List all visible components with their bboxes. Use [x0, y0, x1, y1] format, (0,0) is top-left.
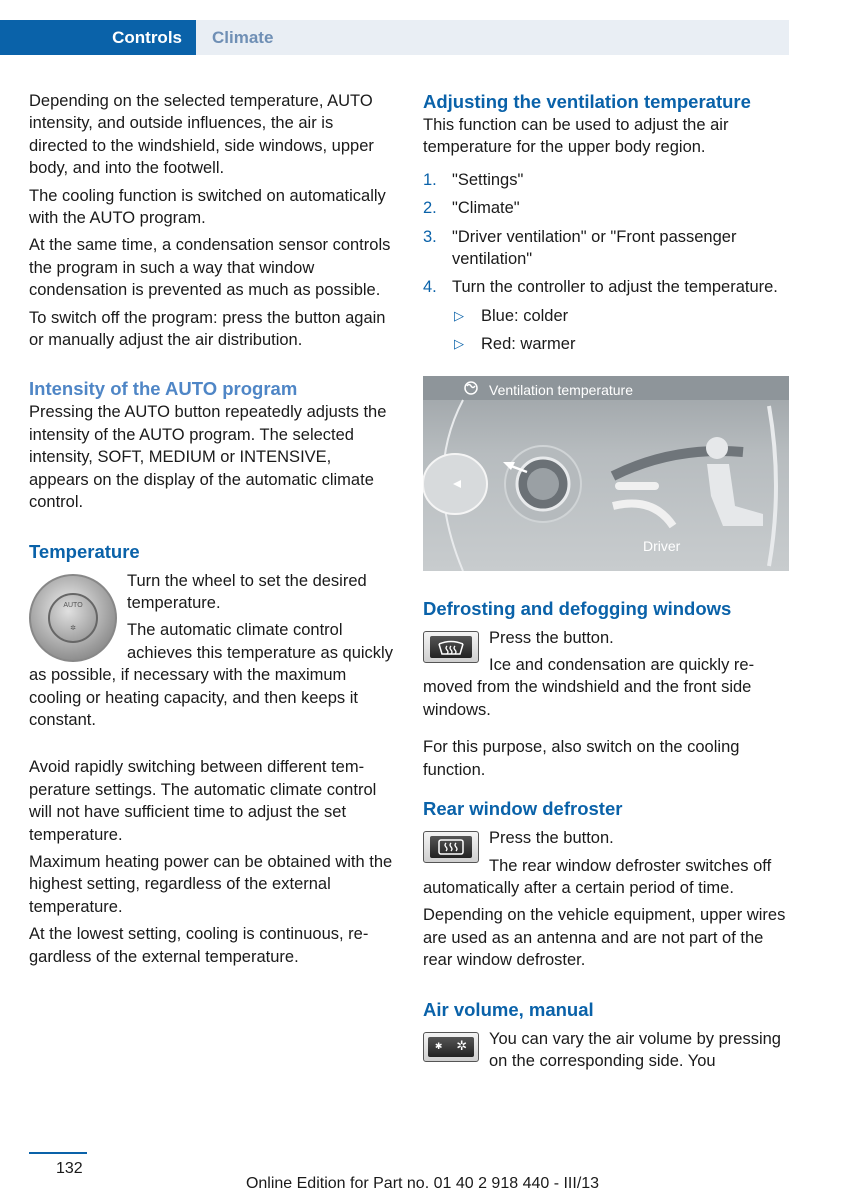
header-section-tab[interactable]: [0, 20, 196, 55]
fan-low-icon: ✱: [434, 1041, 443, 1052]
temperature-text-5: At the lowest setting, cooling is continuous, regardless of the external temperature.: [29, 925, 369, 966]
rear-defroster-text-2: The rear window defroster switches off automatically after a certain period of time.: [423, 856, 772, 897]
auto-intensity-text: Pressing the AUTO button repeatedly adjusts the intensity of the AUTO program. The selected intensity, SOFT, MEDIUM or INTENSIVE, appears on the display of the automatic climate control.: [29, 403, 387, 512]
temperature-heading: Temperature: [29, 540, 140, 562]
screen-driver-label: Driver: [643, 537, 681, 554]
defrost-text-3: For this purpose, also switch on the cooling function.: [423, 738, 740, 779]
defrost-button-icon: [423, 631, 479, 663]
ventilation-heading: Adjusting the ventilation temperature: [423, 91, 751, 112]
list-item: 3. "Driver ventilation" or "Front passenger ventilation": [423, 227, 737, 269]
intro-paragraph: At the same time, a condensation sensor controls the program in such a way that window condensation is prevented as much as possible.: [29, 236, 391, 300]
intro-paragraph: To switch off the program: press the button again or manually adjust the air distribution.: [29, 308, 386, 350]
steps-list: [423, 169, 789, 299]
air-volume-text: You can vary the air volume by pressing on the corresponding side. You: [489, 1029, 781, 1070]
left-column: [29, 90, 395, 973]
screen-title: Ventilation temperature: [489, 381, 633, 398]
page-number: 132: [56, 1160, 83, 1177]
rear-defroster-heading: Rear window defroster: [423, 798, 623, 820]
list-item: ▷ Red: warmer: [452, 333, 789, 355]
defrost-text-2: Ice and condensation are quickly removed from the windshield and the front side windows.: [423, 656, 755, 719]
list-item: 1. "Settings": [423, 170, 524, 189]
fan-high-icon: ✲: [456, 1038, 468, 1054]
temperature-text-2: The automatic climate control achieves this temperature as quickly as possible, if necessary with the maximum cooling or heating capacity, and then keeps it constant.: [29, 621, 393, 729]
right-column: [423, 90, 789, 1077]
defrost-text-1: Press the button.: [489, 628, 614, 647]
temperature-text-1: Turn the wheel to set the desired temperature.: [127, 571, 367, 612]
temperature-dial-icon: [29, 574, 117, 662]
screen-graphic: [423, 376, 789, 571]
dial-auto-label: AUTO: [63, 602, 83, 610]
air-volume-button-icon: [423, 1032, 479, 1062]
temperature-text-4: Maximum heating power can be obtained with the highest setting, regardless of the external temperature.: [29, 852, 393, 916]
windshield-defrost-icon: [436, 638, 466, 656]
header-section-label: Controls: [112, 28, 182, 47]
rear-defroster-text-1: Press the button.: [489, 829, 614, 848]
color-bullets: [452, 305, 789, 356]
fan-glyph-icon: ✲: [70, 624, 76, 632]
ventilation-text: This function can be used to adjust the air temperature for the upper body region.: [423, 116, 729, 157]
triangle-bullet-icon: ▷: [454, 336, 464, 352]
rear-defroster-text-3: Depending on the vehicle equipment, upper wires are used as an antenna and are not part of the rear window defroster.: [423, 906, 786, 970]
list-item: 4. Turn the controller to adjust the temperature.: [423, 278, 778, 297]
air-volume-heading: Air volume, manual: [423, 998, 594, 1020]
footer-edition: Online Edition for Part no. 01 40 2 918 440 - III/13: [245, 1175, 600, 1192]
ventilation-screen-image: [423, 376, 789, 571]
auto-intensity-heading: Intensity of the AUTO program: [29, 378, 298, 400]
defrost-heading: Defrosting and defogging windows: [423, 597, 732, 619]
list-item: ▷ Blue: colder: [452, 305, 789, 327]
intro-paragraph: Depending on the selected temperature, AUTO intensity, and outside influences, the air is directed to the windshield, side windows, upper body, and into the footwell.: [29, 92, 374, 178]
header-chapter-bar: [196, 20, 789, 55]
header-chapter-label: Climate: [212, 28, 274, 47]
rear-defrost-button-icon: [423, 831, 479, 863]
list-item: 2. "Climate": [423, 199, 520, 218]
triangle-bullet-icon: ▷: [454, 307, 464, 323]
intro-paragraph: The cooling function is switched on automatically with the AUTO program.: [29, 186, 386, 228]
temperature-text-3: Avoid rapidly switching between different temperature settings. The automatic climate control will not have sufficient time to adjust the set temperature.: [29, 758, 377, 844]
rear-window-defrost-icon: [436, 838, 466, 856]
footer-rule: [29, 1152, 87, 1154]
